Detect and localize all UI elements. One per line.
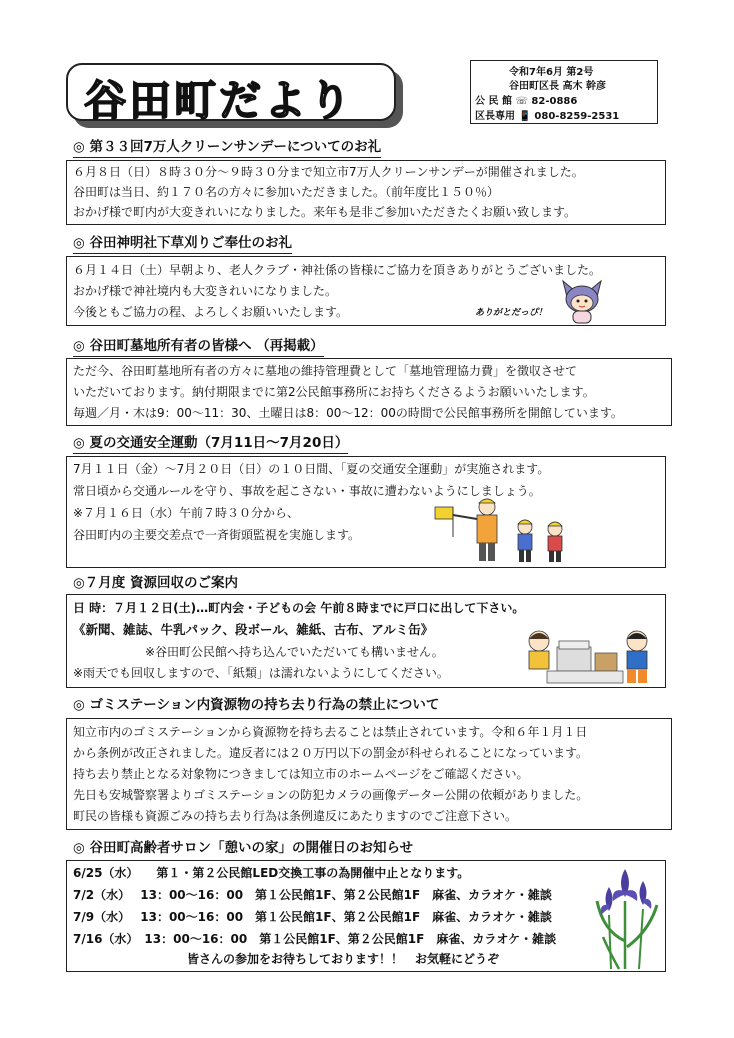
text-line: 町民の皆様も資源ごみの持ち去り行為は条例違反にあたりますのでご注意下さい。 [73, 809, 518, 823]
text-line: ※雨天でも回収しますので、「紙類」は濡れないようにしてください。 [73, 666, 449, 680]
text-line: 《新聞、雑誌、牛乳パック、段ボール、雑紙、古布、アルミ缶》 [73, 622, 434, 637]
text-line: 常日頃から交通ルールを守り、事故を起こさない・事故に遭わないようにしましょう。 [73, 484, 541, 498]
section-heading-garbage-station: ◎ ゴミステーション内資源物の持ち去り行為の禁止について [73, 697, 440, 713]
text-line: 今後ともご協力の程、よろしくお願いいたします。 [73, 305, 349, 319]
text-line: 7/2（水） 13：00～16：00 第１公民館1F、第２公民館1F 麻雀、カラオケ・雑談 [73, 888, 552, 902]
text-line: 6/25（水） 第１・第２公民館LED交換工事の為開催中止となります。 [73, 866, 470, 880]
masthead-title-box [66, 63, 396, 125]
mascot-caption: ありがとだっぴ！ [475, 308, 548, 318]
text-line: おかげ様で神社境内も大変きれいになりました。 [73, 284, 338, 298]
issue-number: 令和7年6月 第2号 [509, 67, 594, 78]
chief-mobile: 区長専用 📱 080-8259-2531 [475, 111, 620, 122]
text-line: いただいております。納付期限までに第2公民館事務所にお持ちくださるようお願いいたします。 [73, 385, 595, 399]
text-line: から条例が改正されました。違反者には２０万円以下の罰金が科せられることになっています。 [73, 746, 589, 760]
mascot-illustration [559, 279, 605, 325]
section-heading-cemetery: ◎ 谷田町墓地所有者の皆様へ （再掲載） [73, 338, 324, 357]
section-box-senior-salon [66, 860, 666, 972]
text-line: ※谷田町公民館へ持ち込んでいただいても構いません。 [145, 645, 444, 659]
recycling-kids-illustration [517, 627, 662, 685]
text-line: 日 時：７月１２日(土)…町内会・子どもの会 午前８時までに戸口に出して下さい。 [73, 601, 525, 615]
section-heading-traffic-safety: ◎ 夏の交通安全運動（7月11日～7月20日） [73, 435, 348, 454]
chief-name: 谷田町区長 高木 幹彦 [509, 81, 606, 92]
text-line: 7/9（水） 13：00～16：00 第１公民館1F、第２公民館1F 麻雀、カラオケ・雑談 [73, 910, 552, 924]
section-box-cemetery [66, 358, 672, 426]
text-line: 7/16（水） 13：00～16：00 第１公民館1F、第２公民館1F 麻雀、カラオケ・雑談 [73, 932, 557, 946]
section-heading-clean-sunday: ◎ 第３３回7万人クリーンサンデーについてのお礼 [73, 139, 381, 158]
text-line: 知立市内のゴミステーションから資源物を持ち去ることは禁止されています。令和６年１月１日 [73, 725, 588, 739]
section-box-clean-sunday [66, 160, 666, 225]
traffic-guard-illustration [427, 497, 587, 565]
text-line: ６月８日（日）８時３０分～９時３０分まで知立市7万人クリーンサンデーが開催されました。 [73, 165, 584, 179]
section-box-garbage-station [66, 718, 672, 830]
text-line: 皆さんの参加をお待ちしております！！ お気軽にどうぞ [187, 952, 500, 966]
text-line: 谷田町は当日、約１７０名の方々に参加いただきました。（前年度比１５０％） [73, 185, 500, 199]
text-line: ※７月１６日（水）午前７時３０分から、 [73, 506, 300, 520]
iris-flower-illustration [589, 861, 661, 971]
section-box-recycling [66, 594, 666, 688]
text-line: ６月１４日（土）早朝より、老人クラブ・神社係の皆様にご協力を頂きありがとうございました。 [73, 263, 602, 277]
text-line: 毎週／月・木は9：00～11：30、土曜日は8：00～12：00の時間で公民館事務所を開館しています。 [73, 406, 623, 420]
page-title: 谷田町だより [84, 76, 355, 125]
text-line: 谷田町内の主要交差点で一斉街頭監視を実施します。 [73, 528, 361, 542]
text-line: ただ今、谷田町墓地所有者の方々に墓地の維持管理費として「墓地管理協力費」を徴収させて [73, 364, 578, 378]
hall-phone: 公 民 館 ☏ 82-0886 [475, 96, 578, 107]
contact-info-box [470, 60, 658, 124]
section-heading-recycling: ◎７月度 資源回収のご案内 [73, 575, 238, 591]
section-heading-shrine: ◎ 谷田神明社下草刈りご奉仕のお礼 [73, 235, 292, 254]
text-line: 7月１１日（金）～7月２０日（日）の１０日間、「夏の交通安全運動」が実施されます。 [73, 462, 550, 476]
section-box-traffic-safety [66, 456, 666, 568]
section-box-shrine [66, 256, 666, 326]
text-line: おかげ様で町内が大変きれいになりました。来年も是非ご参加いただきたくお願い致します。 [73, 205, 577, 219]
section-heading-senior-salon: ◎ 谷田町高齢者サロン「憩いの家」の開催日のお知らせ [73, 840, 414, 856]
text-line: 持ち去り禁止となる対象物につきましては知立市のホームページをご確認ください。 [73, 767, 529, 781]
text-line: 先日も安城警察署よりゴミステーションの防犯カメラの画像データー公開の依頼がありました。 [73, 788, 589, 802]
